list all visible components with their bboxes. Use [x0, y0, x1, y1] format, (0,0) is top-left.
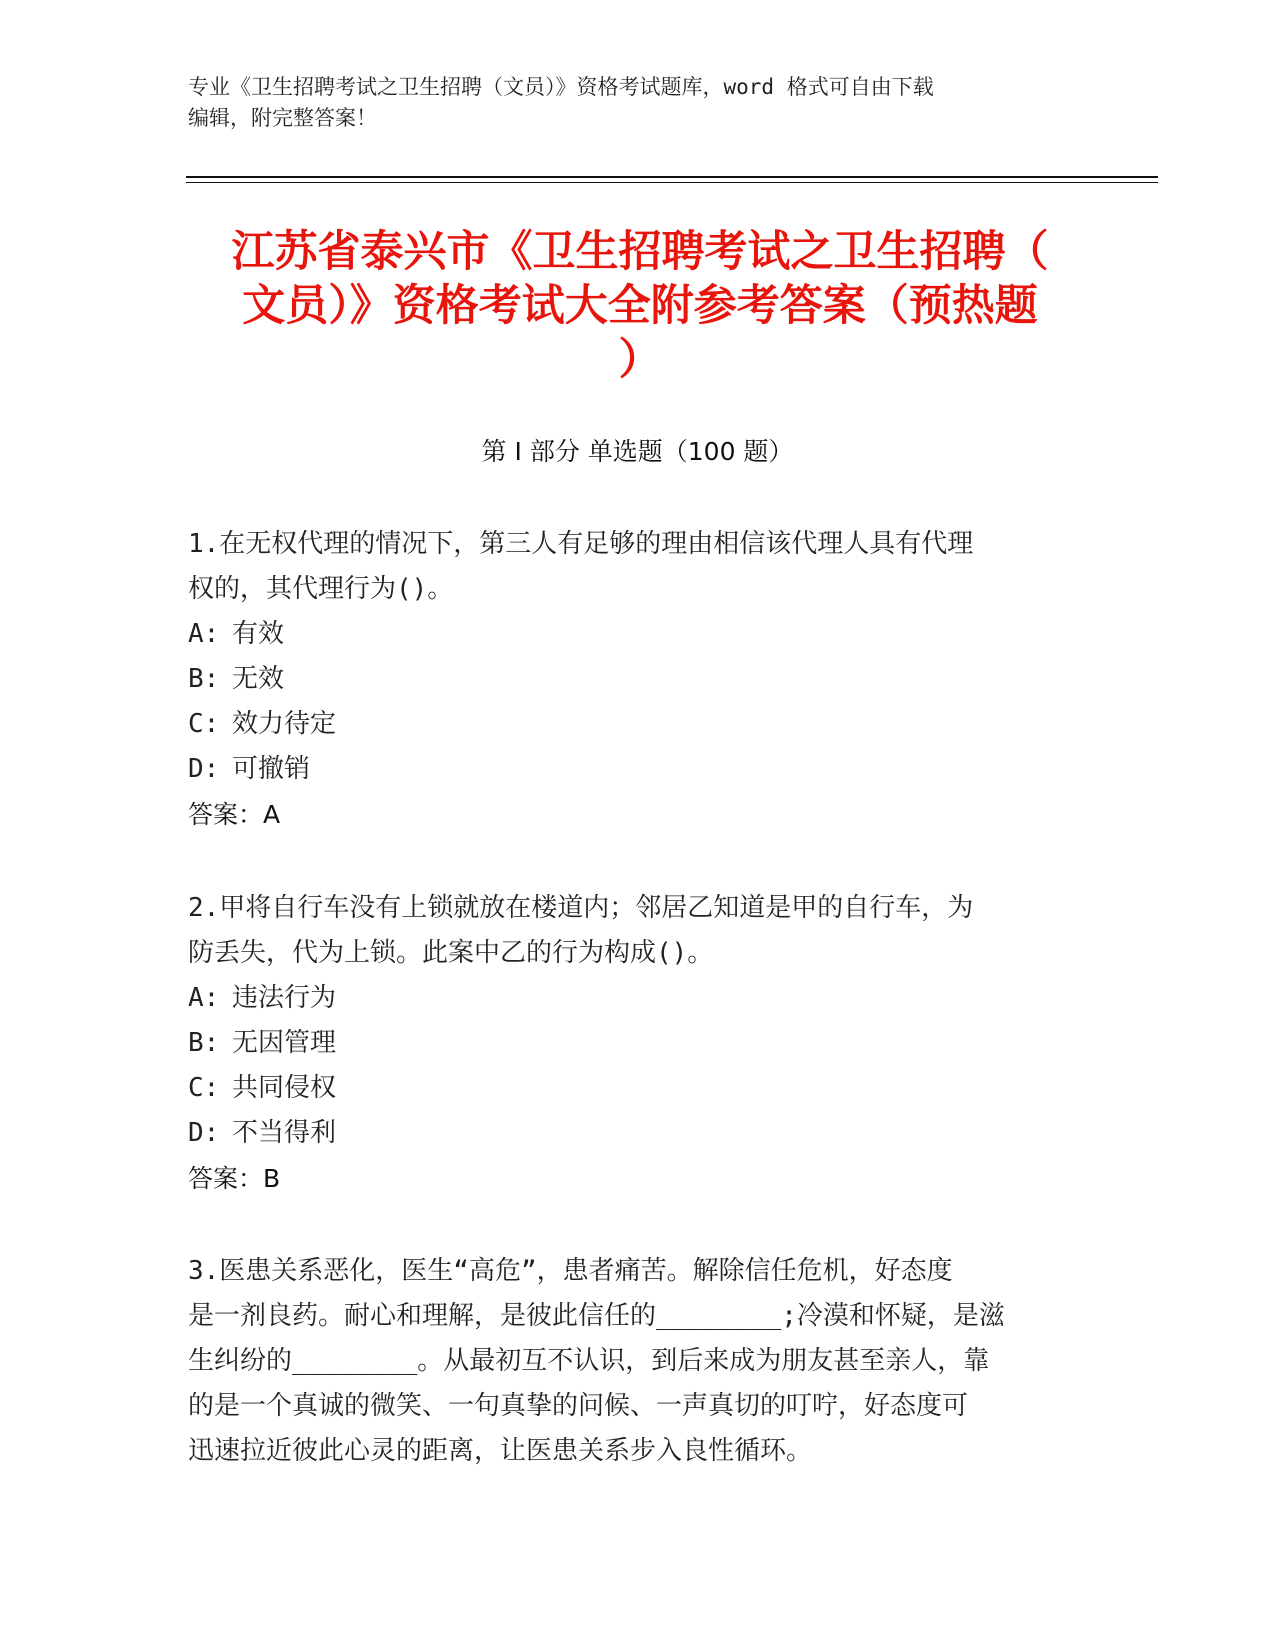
- header-divider-thick: [186, 176, 1158, 178]
- question-text-line: 2.甲将自行车没有上锁就放在楼道内；邻居乙知道是甲的自行车，为: [188, 893, 974, 923]
- option-b: [188, 1021, 1088, 1066]
- option-text: 可撤销: [232, 754, 311, 784]
- option-c: [188, 1066, 1088, 1111]
- question-text-line: 3.医患关系恶化，医生“高危”，患者痛苦。解除信任危机，好态度: [188, 1256, 953, 1286]
- option-key: C:: [188, 1073, 220, 1103]
- title-line-2: 文员）》资格考试大全附参考答案（预热题: [242, 281, 1038, 331]
- title-line-1: 江苏省泰兴市《卫生招聘考试之卫生招聘（: [231, 227, 1049, 277]
- question-text-line: 权的，其代理行为()。: [188, 574, 454, 604]
- question-2-text: [188, 886, 1088, 976]
- section-heading: 第 I 部分 单选题（100 题）: [481, 437, 794, 466]
- question-text-line: 1.在无权代理的情况下，第三人有足够的理由相信该代理人具有代理: [188, 529, 974, 559]
- header-note-line-2: 编辑，附完整答案！: [188, 106, 377, 130]
- question-text-line: 防丢失，代为上锁。此案中乙的行为构成()。: [188, 938, 714, 968]
- option-a: [188, 612, 1088, 657]
- header-note-line-1: 专业《卫生招聘考试之卫生招聘（文员）》资格考试题库，word 格式可自由下载: [188, 75, 934, 99]
- header-note: [188, 72, 1068, 134]
- option-key: A:: [188, 619, 220, 649]
- option-a: [188, 976, 1088, 1021]
- option-b: [188, 657, 1088, 702]
- option-key: D:: [188, 1118, 220, 1148]
- option-text: 效力待定: [232, 709, 337, 739]
- option-key: B:: [188, 664, 220, 694]
- question-1: [188, 522, 1088, 837]
- question-3: [188, 1249, 1088, 1474]
- option-key: A:: [188, 983, 220, 1013]
- option-d: [188, 747, 1088, 792]
- option-d: [188, 1111, 1088, 1156]
- option-text: 无因管理: [232, 1028, 337, 1058]
- option-c: [188, 702, 1088, 747]
- option-text: 违法行为: [232, 983, 337, 1013]
- option-key: B:: [188, 1028, 220, 1058]
- document-title: [190, 225, 1090, 387]
- option-text: 不当得利: [232, 1118, 337, 1148]
- question-text-line: 迅速拉近彼此心灵的距离，让医患关系步入良性循环。: [188, 1436, 813, 1466]
- answer-label: 答案：A: [188, 800, 281, 829]
- question-3-text: [188, 1249, 1088, 1474]
- header-divider-thin: [186, 182, 1158, 183]
- question-text-line: 的是一个真诚的微笑、一句真挚的问候、一声真切的叮咛，好态度可: [188, 1391, 969, 1421]
- title-line-3: ）: [618, 335, 662, 385]
- answer-label: 答案：B: [188, 1164, 281, 1193]
- question-2: [188, 886, 1088, 1201]
- question-text-line: 是一剂良药。耐心和理解，是彼此信任的________;冷漠和怀疑，是滋: [188, 1301, 1005, 1331]
- question-text-line: 生纠纷的________。从最初互不认识，到后来成为朋友甚至亲人，靠: [188, 1346, 990, 1376]
- question-1-text: [188, 522, 1088, 612]
- option-text: 有效: [232, 619, 285, 649]
- option-key: D:: [188, 754, 220, 784]
- option-text: 无效: [232, 664, 285, 694]
- option-text: 共同侵权: [232, 1073, 337, 1103]
- option-key: C:: [188, 709, 220, 739]
